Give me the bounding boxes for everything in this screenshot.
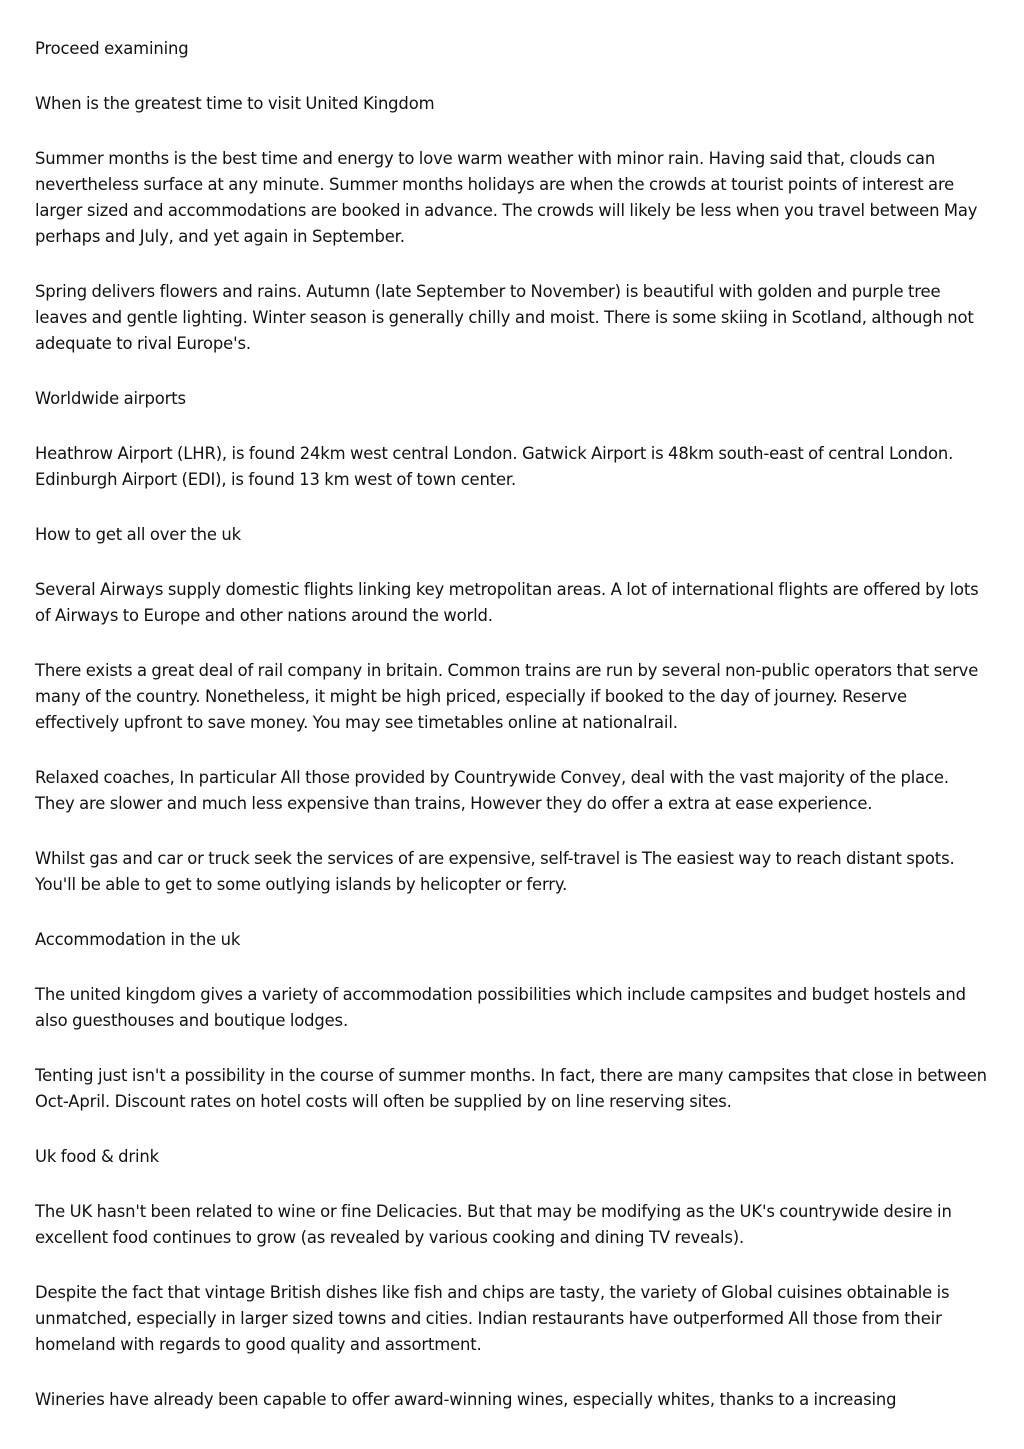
paragraph-airports: Heathrow Airport (LHR), is found 24km west central London. Gatwick Airport is 48km south-east of central London. Edinburgh Airport (EDI), is found 13 km west of town center. <box>35 444 954 489</box>
paragraph-camping: Tenting just isn't a possibility in the course of summer months. In fact, there are many campsites that close in between Oct-April. Discount rates on hotel costs will often be supplied by on line reserving sites. <box>35 1066 987 1111</box>
paragraph-cuisines: Despite the fact that vintage British dishes like fish and chips are tasty, the variety of Global cuisines obtainable is unmatched, especially in larger sized towns and cities. Indian restaurants have outperformed All those from their homeland with regards to good quality and assortment. <box>35 1283 950 1354</box>
paragraph-food-reputation: The UK hasn't been related to wine or fine Delicacies. But that may be modifying as the UK's countrywide desire in excellent food continues to grow (as revealed by various cooking and dining TV reveals). <box>35 1202 952 1247</box>
section-heading-proceed-examining: Proceed examining <box>35 39 189 58</box>
paragraph-wineries: Wineries have already been capable to offer award-winning wines, especially whites, thanks to a increasing <box>35 1390 897 1409</box>
paragraph-accommodation-options: The united kingdom gives a variety of accommodation possibilities which include campsites and budget hostels and also guesthouses and boutique lodges. <box>35 985 966 1030</box>
section-heading-food-drink: Uk food & drink <box>35 1147 159 1166</box>
paragraph-rail: There exists a great deal of rail company in britain. Common trains are run by several non-public operators that serve many of the country. Nonetheless, it might be high priced, especially if booked to the day of journey. Reserve effectively upfront to save money. You may see timetables online at nationalrail. <box>35 661 979 732</box>
paragraph-self-drive: Whilst gas and car or truck seek the services of are expensive, self-travel is The easiest way to reach distant spots. You'll be able to get to some outlying islands by helicopter or ferry. <box>35 849 955 894</box>
paragraph-summer: Summer months is the best time and energy to love warm weather with minor rain. Having said that, clouds can nevertheless surface at any minute. Summer months holidays are when the crowds at tourist points of interest are larger sized and accommodations are booked in advance. The crowds will likely be less when you travel between May perhaps and July, and yet again in September. <box>35 149 978 246</box>
document-body <box>35 36 990 1442</box>
paragraph-coaches: Relaxed coaches, In particular All those provided by Countrywide Convey, deal with the vast majority of the place. They are slower and much less expensive than trains, However they do offer a extra at ease experience. <box>35 768 949 813</box>
paragraph-seasons: Spring delivers flowers and rains. Autumn (late September to November) is beautiful with golden and purple tree leaves and gentle lighting. Winter season is generally chilly and moist. There is some skiing in Scotland, although not adequate to rival Europe's. <box>35 282 974 353</box>
section-heading-best-time: When is the greatest time to visit United Kingdom <box>35 94 435 113</box>
section-heading-airports: Worldwide airports <box>35 389 186 408</box>
section-heading-accommodation: Accommodation in the uk <box>35 930 241 949</box>
section-heading-getting-around: How to get all over the uk <box>35 525 241 544</box>
paragraph-flights: Several Airways supply domestic flights linking key metropolitan areas. A lot of international flights are offered by lots of Airways to Europe and other nations around the world. <box>35 580 979 625</box>
